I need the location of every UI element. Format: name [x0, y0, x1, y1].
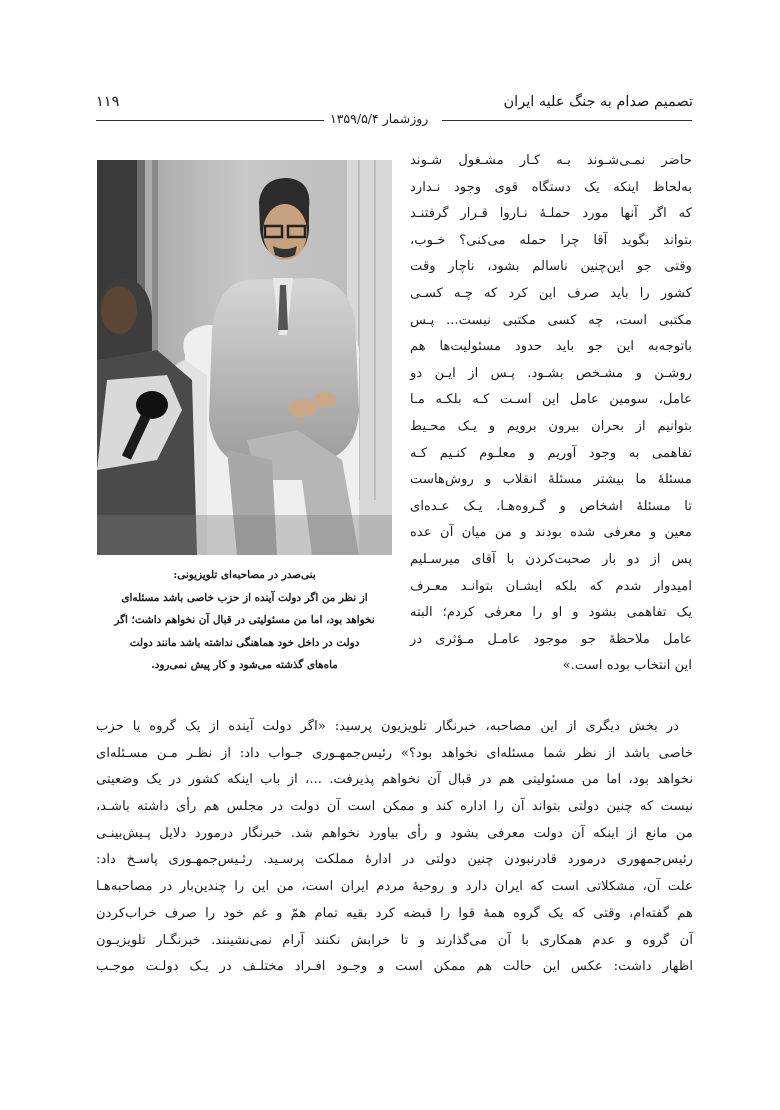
text-line: معین و معرفی شده بودند و من میان آن عده: [410, 525, 692, 541]
text-line: که اگر آنها مورد حملـهٔ نـاروا قـرار گرفتنـد: [410, 206, 692, 222]
diary-date: روزشمار ۱۳۵۹/۵/۴: [330, 111, 429, 126]
text-line: نیست که چنین دولتی بتواند آن را اداره کند و ممکن است آن دولت در مجلس هم رأی داشته باشـد،: [96, 799, 693, 815]
text-line: این انتخاب بوده است.»: [562, 658, 692, 674]
text-line: حاضر نمـی‌شـوند بـه کـار مشـغول شـوند: [410, 153, 692, 168]
text-line: روشـن و مشـخص بشـود. پـس از ایـن دو: [410, 365, 692, 381]
header-rule-right: [442, 120, 692, 121]
text-line: یک تفاهمی بشود و او را معرفی کردم؛ البته: [410, 605, 692, 621]
text-line: وقتی جو این‌چنین ناسالم بشود، ناچار وقت: [410, 259, 692, 275]
text-line: عامل ملاحظهٔ جو موجود عامـل مـؤثری در: [410, 631, 692, 647]
caption-line: دولت در داخل خود هماهنگی نداشته باشد مانند دولت: [129, 636, 360, 649]
text-line: مسئلهٔ ما بیشتر مسئلهٔ انقلاب و روش‌هاست: [410, 472, 692, 488]
text-line: رئیس‌جمهوری درمورد قادرنبودن چنین دولتی در ادارهٔ مملکت پرسـید. رئـیس‌جمهـوری پاسـخ داد:: [96, 852, 693, 868]
text-line: هم گفته‌ام، وقتی که یک گروه همهٔ قوا را قبضه کرد بقیه تمام همّ و غم خود را صرف خراب‌کردن: [96, 905, 693, 921]
running-header-title: تصمیم صدام به جنگ علیه ایران: [503, 94, 693, 110]
text-line: کشور را باید صرف این کرد که چـه کسـی: [410, 285, 692, 301]
text-line: عامل، سومین عامل این اسـت کـه بلکـه مـا: [410, 392, 692, 408]
header-rule-left: [96, 120, 324, 121]
text-line: نخواهد بود، اما من مسئولیتی هم در قبال آن نخواهم پذیرفت. ...، از باب اینکه کشور در یک وضعیتی: [96, 772, 693, 788]
caption-line: بنی‌صدر در مصاحبه‌ای تلویزیونی:: [173, 569, 316, 581]
text-line: تا مسئلهٔ اشخاص و گـروه‌هـا. یـک عـده‌ای: [410, 498, 692, 514]
text-line: خاصی باشد از نظر شما مسئله‌ای نخواهد بود؟» رئیس‌جمهـوری جـواب داد: از نظـر مـن مسـئله‌ای: [96, 745, 693, 761]
text-line: من مانع از اینکه آن دولت معرفی بشود و رأی بیاورد نخواهم شد. خبرنگار درمورد دلایل پـیش‌بینـی: [96, 825, 693, 841]
photo-caption: [97, 564, 392, 677]
caption-line: از نظر من اگر دولت آینده از حزب خاصی باشد مسئله‌ای: [121, 591, 368, 604]
text-line: تفاهمی به وجود آوریم و معلـوم کنـیم کـه: [410, 445, 692, 461]
text-line: باتوجه‌به این جو باید حدود مسئولیت‌ها هم: [410, 339, 692, 355]
text-line: بتواند بگوید آقا چرا حمله می‌کنی؟ خـوب،: [410, 232, 692, 248]
full-width-text: [96, 714, 693, 981]
text-line: مکتبی است، چه کسی مکتبی نیست... پـس: [410, 312, 692, 328]
caption-line: نخواهد بود، اما من مسئولیتی در قبال آن نخواهم داشت؛ اگر: [114, 614, 375, 626]
text-line: پس از دو بار صحبت‌کردن با آقای میرسـلیم: [410, 551, 692, 567]
text-line: بتوانیم از بحران بیرون برویم و یـک محـیط: [410, 418, 692, 434]
text-line: در بخش دیگری از این مصاحبه، خبرنگار تلویزیون پرسید: «اگر دولت آینده از یک گروه یا حزب: [96, 719, 679, 734]
text-line: اظهار داشت: عکس این حالت هم ممکن است و وجـود افـراد مختلـف در یـک دولـت موجـب: [96, 959, 693, 975]
caption-line: ماه‌های گذشته می‌شود و کار پیش نمی‌رود.: [151, 659, 338, 671]
interview-photo: [97, 160, 392, 555]
text-line: به‌لحاظ اینکه یک دستگاه قوی وجود نـدارد: [410, 179, 692, 195]
right-column-text: [410, 148, 692, 680]
page-number: ۱۱۹: [96, 94, 120, 110]
text-line: امیدوار شدم که بلکه ایشـان بتوانـد معـرف: [410, 578, 692, 594]
text-line: آن گروه و عدم همکاری با آن می‌گذارند و تا خرابش نکنند آرام نمی‌نشینند. خبرنگـار تلویزیـون: [96, 932, 693, 948]
photo-banisadr-interview-icon: [97, 160, 392, 555]
text-line: علت آن، مشکلاتی است که ایران دارد و روحیهٔ مردم ایران است، من این را چندین‌بار در مصاحبه‌هـا: [96, 879, 693, 895]
